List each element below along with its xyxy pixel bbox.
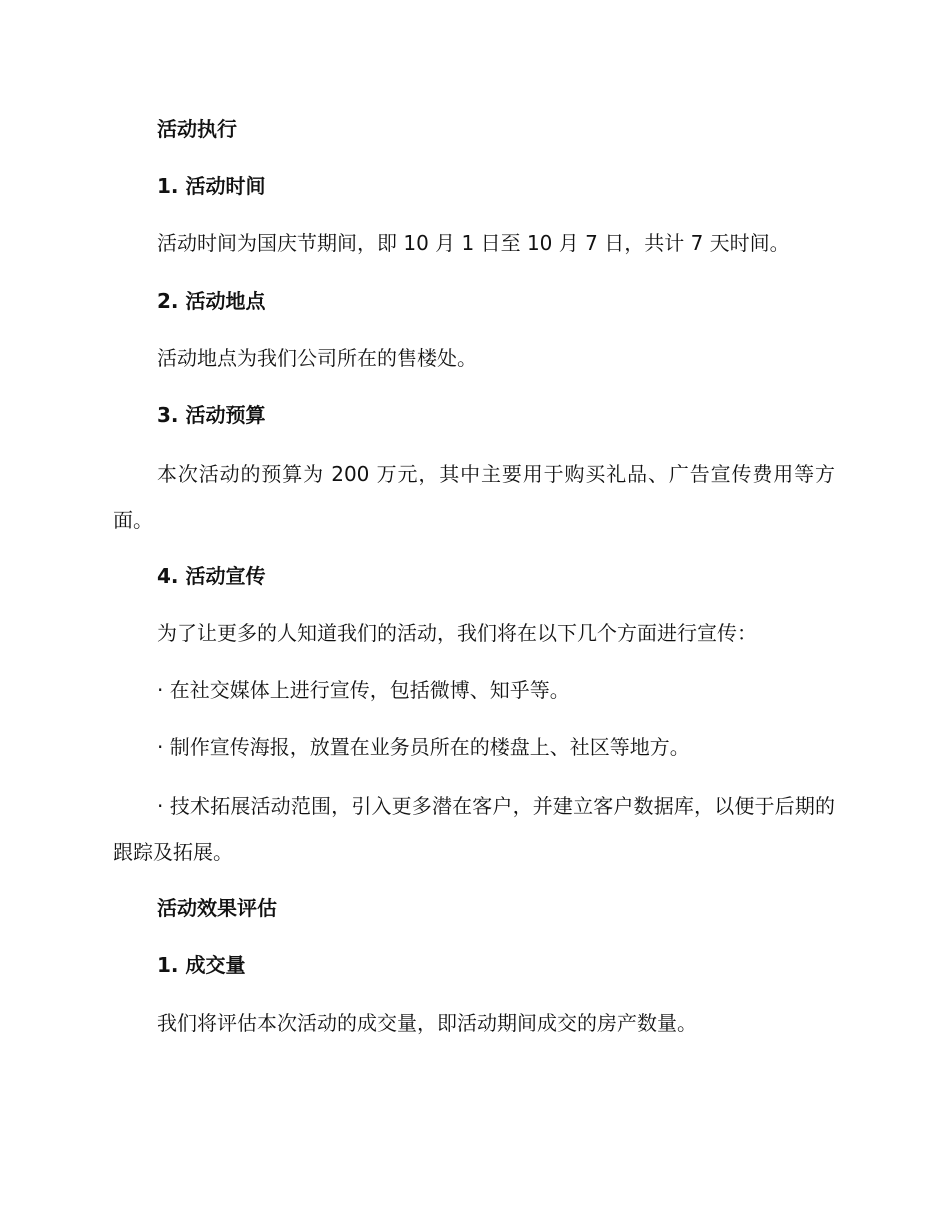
bullet-item-expansion: · 技术拓展活动范围，引入更多潜在客户，并建立客户数据库，以便于后期的跟踪及拓展。	[113, 794, 835, 864]
paragraph-activity-location: 活动地点为我们公司所在的售楼处。	[157, 346, 477, 370]
paragraph-activity-time: 活动时间为国庆节期间，即 10 月 1 日至 10 月 7 日，共计 7 天时间。	[157, 231, 790, 255]
heading-transaction-volume: 1. 成交量	[157, 953, 246, 977]
bullet-item-posters: · 制作宣传海报，放置在业务员所在的楼盘上、社区等地方。	[157, 735, 690, 759]
heading-activity-promotion: 4. 活动宣传	[157, 564, 266, 588]
paragraph-activity-promotion: 为了让更多的人知道我们的活动，我们将在以下几个方面进行宣传：	[157, 621, 757, 645]
heading-activity-budget: 3. 活动预算	[157, 403, 266, 427]
heading-activity-time: 1. 活动时间	[157, 174, 266, 198]
section-title-evaluation: 活动效果评估	[157, 896, 277, 920]
paragraph-activity-budget: 本次活动的预算为 200 万元，其中主要用于购买礼品、广告宣传费用等方面。	[113, 462, 835, 532]
paragraph-transaction-volume: 我们将评估本次活动的成交量，即活动期间成交的房产数量。	[157, 1011, 697, 1035]
bullet-item-social-media: · 在社交媒体上进行宣传，包括微博、知乎等。	[157, 678, 570, 702]
heading-activity-location: 2. 活动地点	[157, 289, 266, 313]
section-title-execution: 活动执行	[157, 117, 237, 141]
